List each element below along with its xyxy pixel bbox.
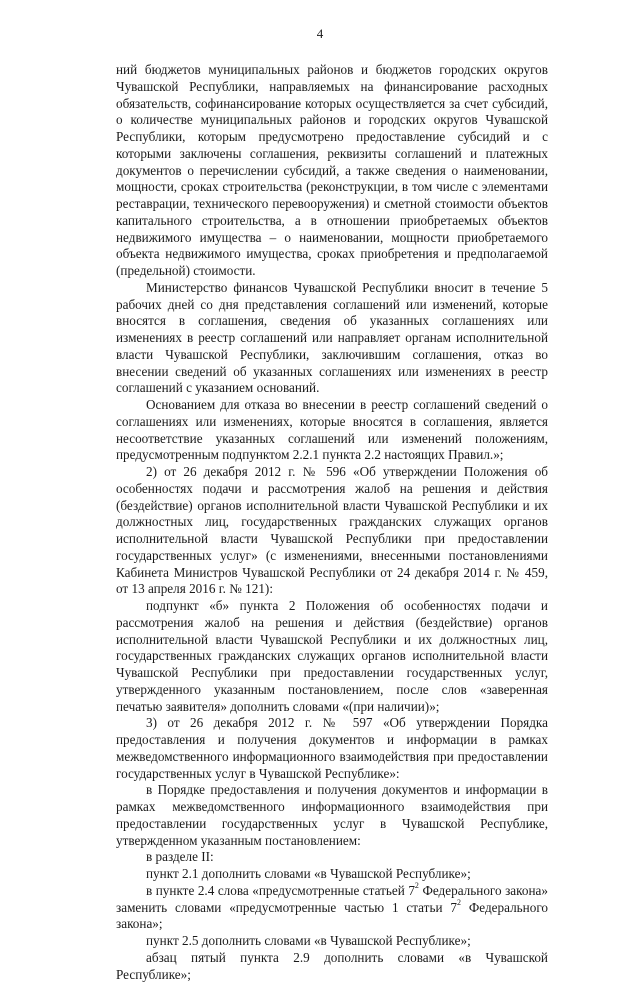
paragraph-point-2-1: пункт 2.1 дополнить словами «в Чувашской Республике»; xyxy=(146,866,471,881)
paragraph-procedure-intro: в Порядке предоставления и получения документов и информации в рамках межведомственного информационного взаимодействия при предоставлении государственных услуг в Чувашской Республике, утвержденном указанным постановлением: xyxy=(116,782,548,848)
paragraph-ministry-registry: Министерство финансов Чувашской Республики вносит в течение 5 рабочих дней со дня представления соглашений или изменений, которые вносятся в соглашения, сведения об указанных соглашениях или изменениях в реестр соглашений или направляет органам исполнительной власти Чувашской Республики, заключившим соглашения, отказ во внесении сведений об указанных соглашениях или изменениях в реестр соглашений с указанием оснований. xyxy=(116,279,548,396)
paragraph-continuation: ний бюджетов муниципальных районов и бюджетов городских округов Чувашской Республики, направляемых на финансирование расходных обязательств, софинансирование которых осуществляется за счет субсидий, о количестве муниципальных районов и городских округов Чувашской Республики, которым предусмотрено предоставление субсидий и с которыми заключены соглашения, реквизиты соглашений и платежных документов о перечислении субсидий, а также сведения о наименовании, мощности, сроках строительства (реконструкции, в том числе с элементами реставрации, технического перевооружения) и сметной стоимости объектов капитального строительства, а в отношении приобретаемых объектов недвижимого имущества – о наименовании, мощности приобретаемого объекта недвижимого имущества, сроках приобретения и предполагаемой (предельной) стоимости. xyxy=(116,62,548,278)
paragraph-point-2-9: абзац пятый пункта 2.9 дополнить словами «в Чувашской Республике»; xyxy=(116,949,548,982)
document-text-body xyxy=(116,62,548,983)
point-2-4-text-before: в пункте 2.4 слова «предусмотренные статьей 7 xyxy=(146,882,415,898)
paragraph-point-2-4 xyxy=(116,883,548,933)
superscript-2: 2 xyxy=(414,881,419,891)
paragraph-item-2: 2) от 26 декабря 2012 г. № 596 «Об утверждении Положения об особенностях подачи и рассмотрения жалоб на решения и действия (бездействие) органов исполнительной власти Чувашской Республики и их должностных лиц, государственных гражданских служащих органов исполнительной власти Чувашской Республики при предоставлении государственных услуг» (с изменениями, внесенными постановлениями Кабинета Министров Чувашской Республики от 24 декабря 2014 г. № 459, от 13 апреля 2016 г. № 121): xyxy=(116,464,548,597)
superscript-2: 2 xyxy=(456,898,461,908)
paragraph-refusal-grounds: Основанием для отказа во внесении в реестр соглашений сведений о соглашениях или изменениях, которые вносятся в соглашения, является несоответствие указанных соглашений или изменений положениям, предусмотренным подпунктом 2.2.1 пункта 2.2 настоящих Правил.»; xyxy=(116,397,548,463)
point-2-4-text-after: Федерального закона»; xyxy=(116,899,548,932)
paragraph-point-2-5: пункт 2.5 дополнить словами «в Чувашской Республике»; xyxy=(146,933,471,948)
point-2-4-text-middle: Федерального закона» заменить словами «предусмотренные частью 1 статьи 7 xyxy=(116,882,548,915)
paragraph-subitem-b: подпункт «б» пункта 2 Положения об особенностях подачи и рассмотрения жалоб на решения и действия (бездействие) органов исполнительной власти Чувашской Республики и их должностных лиц, государственных гражданских служащих органов исполнительной власти Чувашской Республики при предоставлении государственных услуг, утвержденного указанным постановлением, после слов «заверенная печатью заявителя» дополнить словами «(при наличии)»; xyxy=(116,598,548,714)
paragraph-section-ii: в разделе II: xyxy=(146,849,214,865)
paragraph-item-3: 3) от 26 декабря 2012 г. № 597 «Об утверждении Порядка предоставления и получения документов и информации в рамках межведомственного информационного взаимодействия при предоставлении государственных услуг в Чувашской Республике»: xyxy=(116,715,548,781)
page-number: 4 xyxy=(316,26,324,41)
